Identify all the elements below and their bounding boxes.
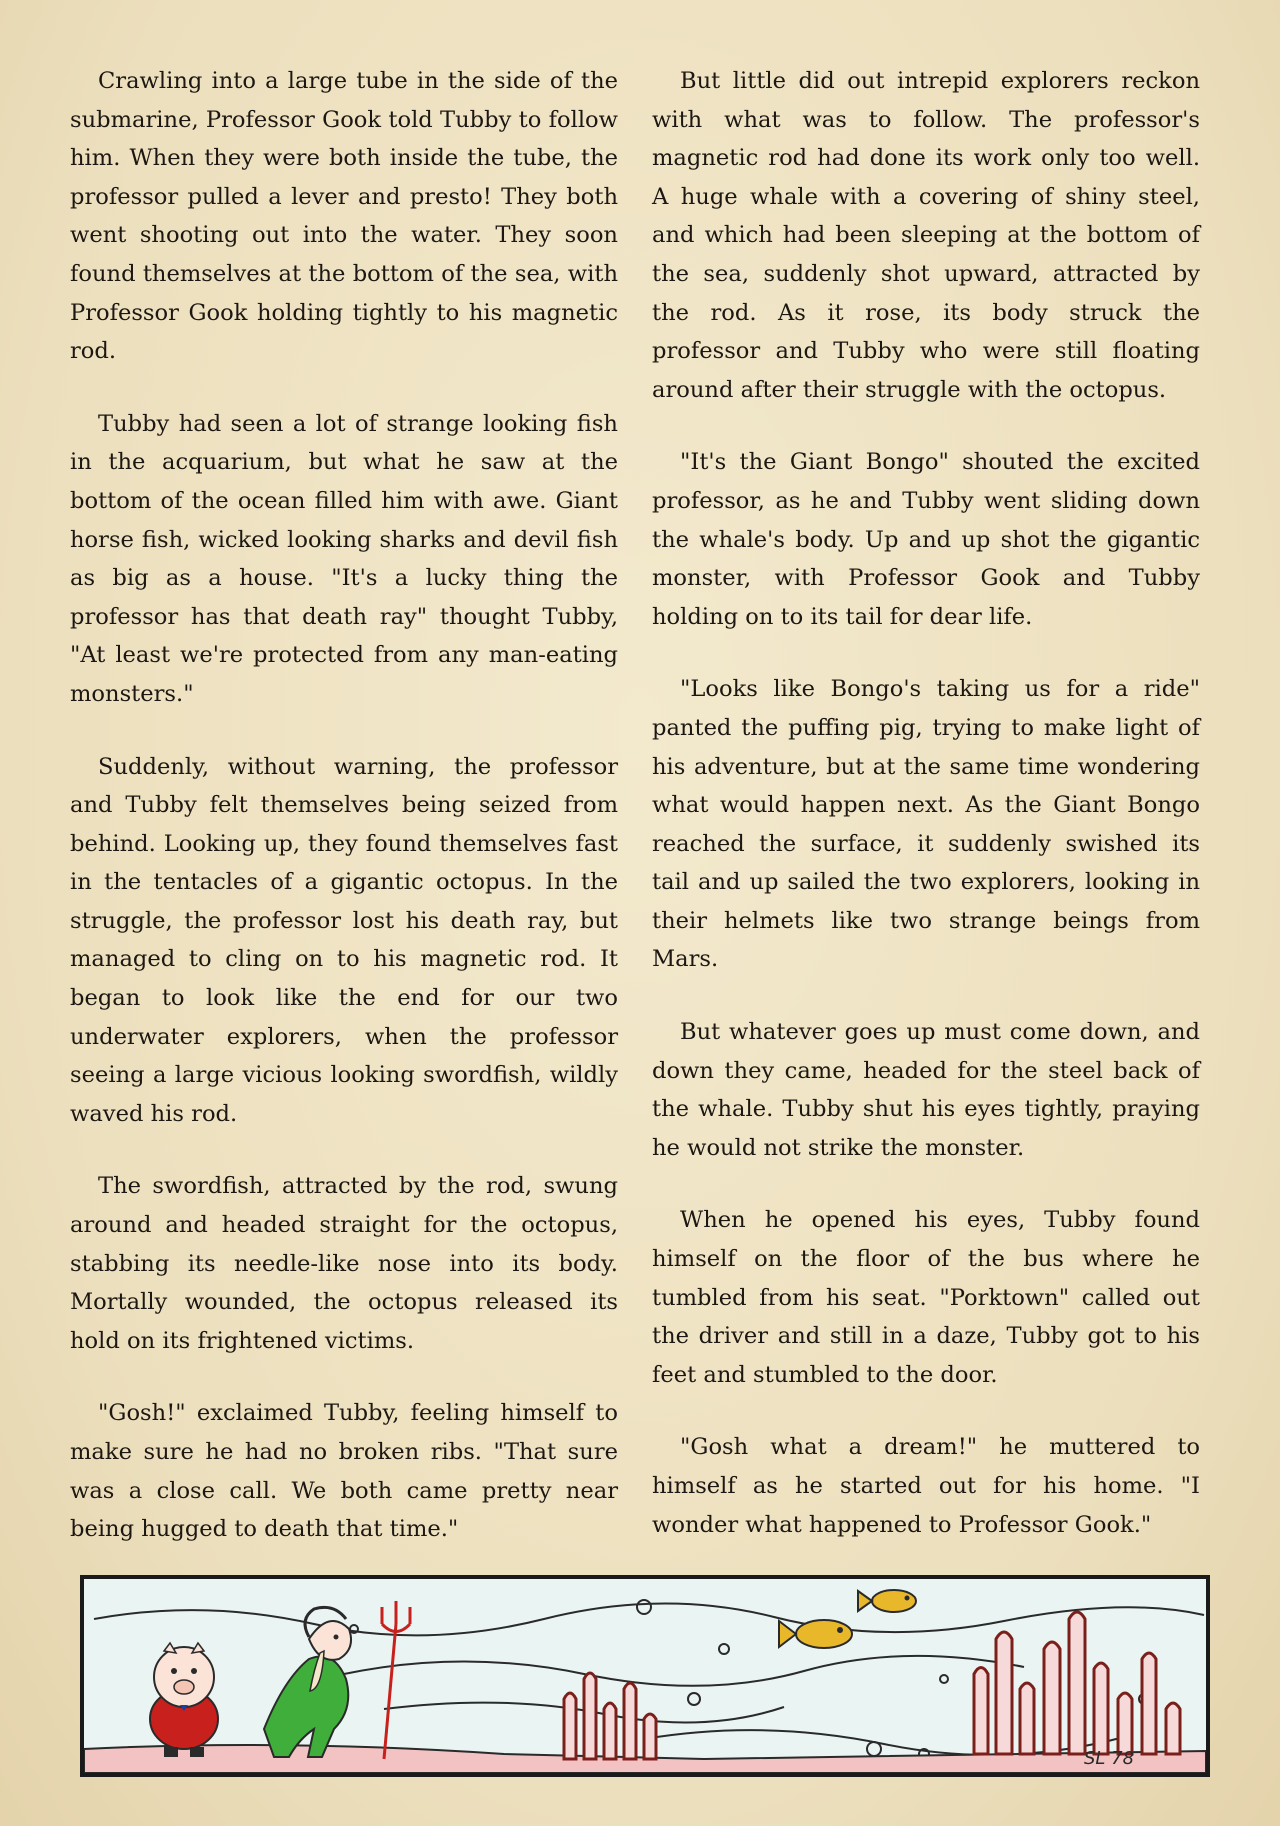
tubby-character <box>150 1643 218 1757</box>
paragraph: "Looks like Bongo's taking us for a ride" panted the puffing pig, trying to make light of his adventure, but at the same time wondering what would happen next. As the Giant Bongo reached the surface, it suddenly swished its tail and up sailed the two explorers, looking in their helmets like two strange beings from Mars. <box>652 676 1200 973</box>
paragraph: When he opened his eyes, Tubby found himself on the floor of the bus where he tumbled from his seat. "Porktown" called out the driver and still in a daze, Tubby got to his feet and stumbled to the door. <box>652 1207 1200 1388</box>
right-text-column <box>652 62 1200 1578</box>
underwater-illustration-panel <box>80 1575 1210 1777</box>
left-text-column <box>70 62 618 1583</box>
paragraph: Crawling into a large tube in the side of the submarine, Professor Gook told Tubby to follow him. When they were both inside the tube, the professor pulled a lever and presto! They both went shooting out into the water. They soon found themselves at the bottom of the sea, with Professor Gook holding tightly to his magnetic rod. <box>70 68 618 365</box>
paragraph: But whatever goes up must come down, and down they came, headed for the steel back of the whale. Tubby shut his eyes tightly, praying he would not strike the monster. <box>652 1019 1200 1161</box>
paragraph: Suddenly, without warning, the professor and Tubby felt themselves being seized from behind. Looking up, they found themselves fast in the tentacles of a gigantic octopus. In the struggle, the professor lost his death ray, but managed to cling on to his magnetic rod. It began to look like the end for our two underwater explorers, when the professor seeing a large vicious looking swordfish, wildly waved his rod. <box>70 753 618 1127</box>
paragraph: The swordfish, attracted by the rod, swung around and headed straight for the octopus, stabbing its needle-like nose into its body. Mortally wounded, the octopus released its hold on its frightened victims. <box>70 1173 618 1354</box>
paragraph: "It's the Giant Bongo" shouted the excited professor, as he and Tubby went sliding down the whale's body. Up and up shot the gigantic monster, with Professor Gook and Tubby holding on to its tail for dear life. <box>652 449 1200 630</box>
paragraph: But little did out intrepid explorers reckon with what was to follow. The professor's magnetic rod had done its work only too well. A huge whale with a covering of shiny steel, and which had been sleeping at the bottom of the sea, suddenly shot upward, attracted by the rod. As it rose, its body struck the professor and Tubby who were still floating around after their struggle with the octopus. <box>652 68 1200 403</box>
paragraph: "Gosh!" exclaimed Tubby, feeling himself to make sure he had no broken ribs. "That sure was a close call. We both came pretty near being hugged to death that time." <box>70 1400 618 1543</box>
paragraph: Tubby had seen a lot of strange looking fish in the acquarium, but what he saw at the bottom of the ocean filled him with awe. Giant horse fish, wicked looking sharks and devil fish as big as a house. "It's a lucky thing the professor has that death ray" thought Tubby, "At least we're protected from any man-eating monsters." <box>70 410 618 707</box>
artist-signature: SL 78 <box>1084 1748 1135 1769</box>
paragraph: "Gosh what a dream!" he muttered to himself as he started out for his home. "I wonder what happened to Professor Gook." <box>652 1434 1200 1538</box>
